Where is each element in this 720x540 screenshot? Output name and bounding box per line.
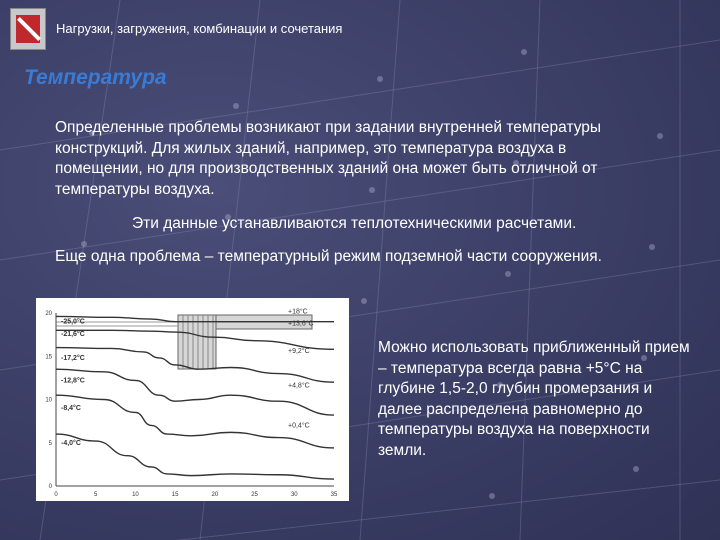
- x-tick-label: 25: [251, 492, 258, 498]
- x-tick-label: 35: [330, 492, 338, 498]
- x-tick-label: 15: [171, 492, 179, 498]
- y-tick-label: 5: [48, 440, 52, 447]
- temperature-chart: [36, 298, 349, 501]
- y-tick-label: 0: [48, 484, 52, 490]
- top-bar: [0, 0, 720, 58]
- left-temperature-label: -12,8°C: [61, 377, 85, 385]
- temperature-chart-svg: [36, 298, 349, 501]
- x-tick-label: 20: [211, 492, 219, 498]
- isotherm-line-4: [56, 369, 334, 415]
- left-temperature-label: -21,6°C: [61, 330, 85, 338]
- paragraph-approximate-method: Можно использовать приближенный прием – температура всегда равна +5°С на глубине 1,5-2,0 глубин промерзания и далее распределена равномерно до температуры воздуха на поверхности земли.: [378, 339, 690, 459]
- header-title: Нагрузки, загружения, комбинации и сочетания: [56, 21, 343, 36]
- right-temperature-label: +18°C: [288, 308, 308, 316]
- y-tick-label: 10: [45, 397, 52, 404]
- isotherm-line-6: [56, 434, 334, 479]
- page-title: Температура: [24, 66, 167, 89]
- left-temperature-label: -25,0°C: [61, 318, 85, 326]
- paragraph-internal-temperature: Определенные проблемы возникают при задании внутренней температуры конструкций. Для жилых зданий, например, это температура воздуха в помещении, но для производственных зданий она может быть отличной от температуры воздуха.: [55, 119, 602, 198]
- y-tick-label: 15: [45, 354, 52, 361]
- x-tick-label: 5: [94, 492, 98, 498]
- brand-logo-icon: [10, 8, 46, 50]
- x-tick-label: 30: [290, 492, 298, 498]
- left-temperature-label: -8,4°C: [61, 405, 81, 413]
- left-temperature-label: -4,0°C: [61, 439, 81, 447]
- x-tick-label: 0: [54, 492, 58, 498]
- paragraph-underground-regime: Еще одна проблема – температурный режим подземной части сооружения.: [55, 248, 602, 265]
- right-temperature-label: +0,4°C: [288, 422, 310, 430]
- right-temperature-label: +13,6°C: [288, 320, 314, 328]
- x-tick-label: 10: [132, 492, 139, 498]
- right-temperature-label: +4,8°C: [288, 382, 310, 390]
- y-tick-label: 20: [45, 311, 52, 317]
- paragraph-thermal-calculations: Эти данные устанавливаются теплотехническими расчетами.: [132, 215, 577, 232]
- left-temperature-label: -17,2°C: [61, 354, 85, 362]
- right-temperature-label: +9,2°C: [288, 348, 310, 356]
